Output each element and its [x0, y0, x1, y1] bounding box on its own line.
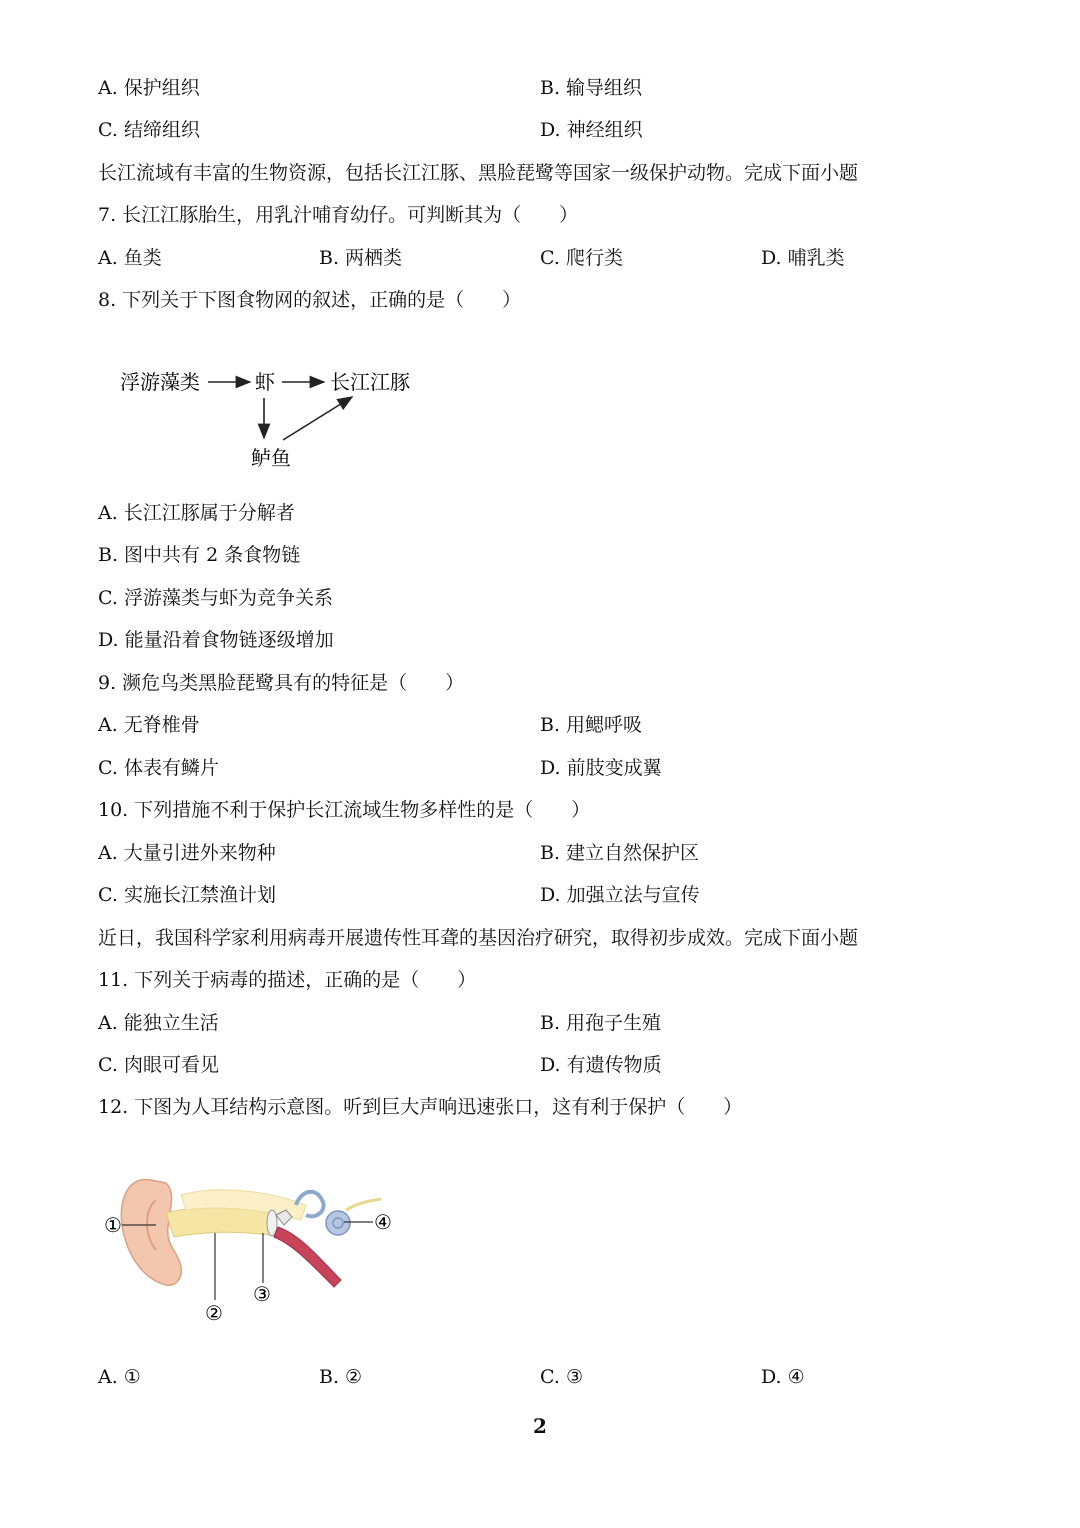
food-web-shrimp: 虾 [255, 370, 275, 394]
arrow-fish-to-dolphin [283, 397, 352, 440]
ear-label-4: ④ [374, 1210, 392, 1234]
q12-stem: 12. 下图为人耳结构示意图。听到巨大声响迅速张口，这有利于保护（ ） [98, 1096, 743, 1118]
food-web-diagram [110, 360, 430, 480]
intro-text-2: 近日，我国科学家利用病毒开展遗传性耳聋的基因治疗研究，取得初步成效。完成下面小题 [98, 927, 859, 949]
cochlea [326, 1211, 350, 1235]
q10-option-b: B. 建立自然保护区 [540, 842, 700, 864]
q12-option-d: D. ④ [761, 1366, 805, 1388]
q9-option-b: B. 用鳃呼吸 [540, 714, 643, 736]
q7-option-a: A. 鱼类 [98, 247, 162, 269]
q11-stem: 11. 下列关于病毒的描述，正确的是（ ） [98, 969, 477, 991]
q6-option-d: D. 神经组织 [540, 119, 643, 141]
q9-option-d: D. 前肢变成翼 [540, 757, 662, 779]
ear-canal [166, 1207, 271, 1237]
q9-option-c: C. 体表有鳞片 [98, 757, 219, 779]
q7-option-c: C. 爬行类 [540, 247, 623, 269]
food-web-fish: 鲈鱼 [251, 446, 291, 470]
q10-option-a: A. 大量引进外来物种 [98, 842, 276, 864]
q10-stem: 10. 下列措施不利于保护长江流域生物多样性的是（ ） [98, 799, 591, 821]
q11-option-c: C. 肉眼可看见 [98, 1054, 219, 1076]
q7-option-b: B. 两栖类 [319, 247, 403, 269]
q12-option-c: C. ③ [540, 1366, 583, 1388]
q9-option-a: A. 无脊椎骨 [98, 714, 200, 736]
food-web-dolphin: 长江江豚 [330, 370, 410, 394]
ear-structure-diagram [96, 1165, 406, 1335]
q10-option-d: D. 加强立法与宣传 [540, 884, 700, 906]
q8-option-b: B. 图中共有 2 条食物链 [98, 544, 301, 566]
q11-option-d: D. 有遗传物质 [540, 1054, 662, 1076]
food-web-producer: 浮游藻类 [120, 370, 200, 394]
ear-label-1: ① [104, 1213, 122, 1237]
q8-stem: 8. 下列关于下图食物网的叙述，正确的是（ ） [98, 289, 522, 311]
page-number: 2 [533, 1414, 547, 1438]
q9-stem: 9. 濒危鸟类黑脸琵鹭具有的特征是（ ） [98, 672, 465, 694]
q6-option-c: C. 结缔组织 [98, 119, 200, 141]
q6-option-b: B. 输导组织 [540, 77, 643, 99]
q12-option-a: A. ① [98, 1366, 141, 1388]
q7-option-d: D. 哺乳类 [761, 247, 845, 269]
intro-text-1: 长江流域有丰富的生物资源，包括长江江豚、黑脸琵鹭等国家一级保护动物。完成下面小题 [98, 162, 859, 184]
q8-option-a: A. 长江江豚属于分解者 [98, 502, 295, 524]
q12-option-b: B. ② [319, 1366, 363, 1388]
eustachian-tube [274, 1227, 341, 1287]
auditory-nerve [346, 1199, 381, 1210]
q6-option-a: A. 保护组织 [98, 77, 200, 99]
q10-option-c: C. 实施长江禁渔计划 [98, 884, 276, 906]
q11-option-a: A. 能独立生活 [98, 1012, 219, 1034]
q7-stem: 7. 长江江豚胎生，用乳汁哺育幼仔。可判断其为（ ） [98, 204, 579, 226]
q11-option-b: B. 用孢子生殖 [540, 1012, 662, 1034]
q8-option-d: D. 能量沿着食物链逐级增加 [98, 629, 334, 651]
q8-option-c: C. 浮游藻类与虾为竞争关系 [98, 587, 333, 609]
ear-label-3: ③ [253, 1282, 271, 1306]
ear-label-2: ② [205, 1301, 223, 1325]
